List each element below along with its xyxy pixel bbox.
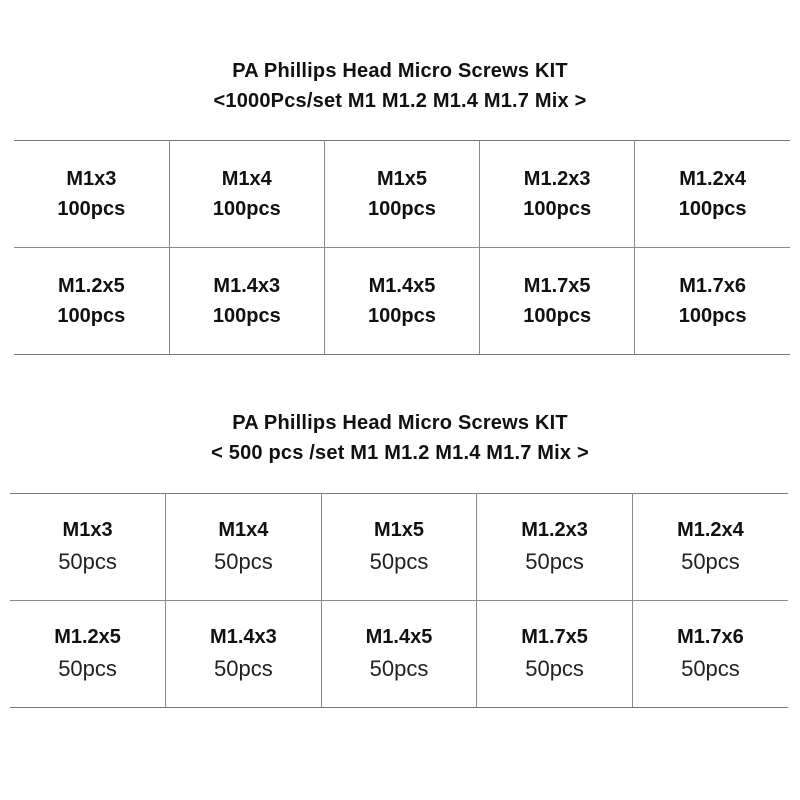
table-cell [477,601,633,708]
screw-size: M1.2x4 [677,519,744,541]
table-cell [10,494,166,601]
table-cell [166,601,322,708]
table-row [10,494,788,601]
screw-size: M1.4x5 [368,275,436,297]
table-cell [635,248,790,355]
screw-size: M1.2x3 [521,519,588,541]
screw-quantity: 100pcs [523,198,592,220]
kit-2-title-line-2: < 500 pcs /set M1 M1.2 M1.4 M1.7 Mix > [211,442,589,464]
screw-quantity: 50pcs [681,656,740,681]
screw-quantity: 50pcs [58,549,117,574]
screw-quantity: 50pcs [525,656,584,681]
screw-quantity: 100pcs [212,198,281,220]
screw-size: M1.2x4 [679,168,746,190]
screw-quantity: 100pcs [678,305,747,327]
table-cell [321,494,477,601]
screw-size: M1.7x6 [677,626,744,648]
screw-size: M1x4 [221,168,272,190]
kit-1-title-line-2: <1000Pcs/set M1 M1.2 M1.4 M1.7 Mix > [213,90,587,112]
screw-size: M1x4 [218,519,269,541]
table-cell [10,601,166,708]
screw-quantity: 50pcs [525,549,584,574]
table-cell [324,248,479,355]
screw-size: M1x3 [62,519,113,541]
table-cell [632,601,788,708]
table-cell [166,494,322,601]
kit-2-table [10,493,788,708]
screw-quantity: 100pcs [523,305,592,327]
screw-size: M1.4x3 [210,626,277,648]
screw-quantity: 100pcs [678,198,747,220]
screw-quantity: 50pcs [369,656,429,681]
screw-quantity: 50pcs [681,549,740,574]
table-row [14,141,790,248]
screw-quantity: 100pcs [368,305,436,327]
table-cell [480,141,635,248]
screw-size: M1x3 [66,168,117,190]
table-cell [169,248,324,355]
kit-2-title [0,408,800,468]
table-cell [14,248,169,355]
table-row [14,248,790,355]
screw-size: M1.4x3 [213,275,281,297]
table-cell [632,494,788,601]
table-row [10,601,788,708]
screw-size: M1.2x5 [57,275,125,297]
kit-1-title-line-1: PA Phillips Head Micro Screws KIT [232,60,568,82]
screw-quantity: 100pcs [57,305,126,327]
screw-size: M1x5 [376,168,427,190]
table-cell [324,141,479,248]
screw-size: M1.2x5 [54,626,121,648]
table-cell [480,248,635,355]
screw-size: M1.2x3 [523,168,591,190]
screw-size: M1.7x6 [679,275,746,297]
kit-2-title-line-1: PA Phillips Head Micro Screws KIT [232,412,568,434]
screw-size: M1.7x5 [523,275,591,297]
table-cell [477,494,633,601]
screw-quantity: 50pcs [369,549,429,574]
screw-size: M1.7x5 [521,626,588,648]
table-cell [14,141,169,248]
table-cell [635,141,790,248]
screw-quantity: 100pcs [368,198,436,220]
table-cell [169,141,324,248]
screw-quantity: 50pcs [214,549,273,574]
screw-quantity: 100pcs [212,305,281,327]
kit-1-table [14,140,790,355]
screw-quantity: 50pcs [58,656,117,681]
screw-size: M1x5 [373,519,424,541]
table-cell [321,601,477,708]
screw-size: M1.4x5 [365,626,433,648]
kit-1-title [0,56,800,116]
screw-quantity: 100pcs [57,198,126,220]
screw-quantity: 50pcs [214,656,273,681]
